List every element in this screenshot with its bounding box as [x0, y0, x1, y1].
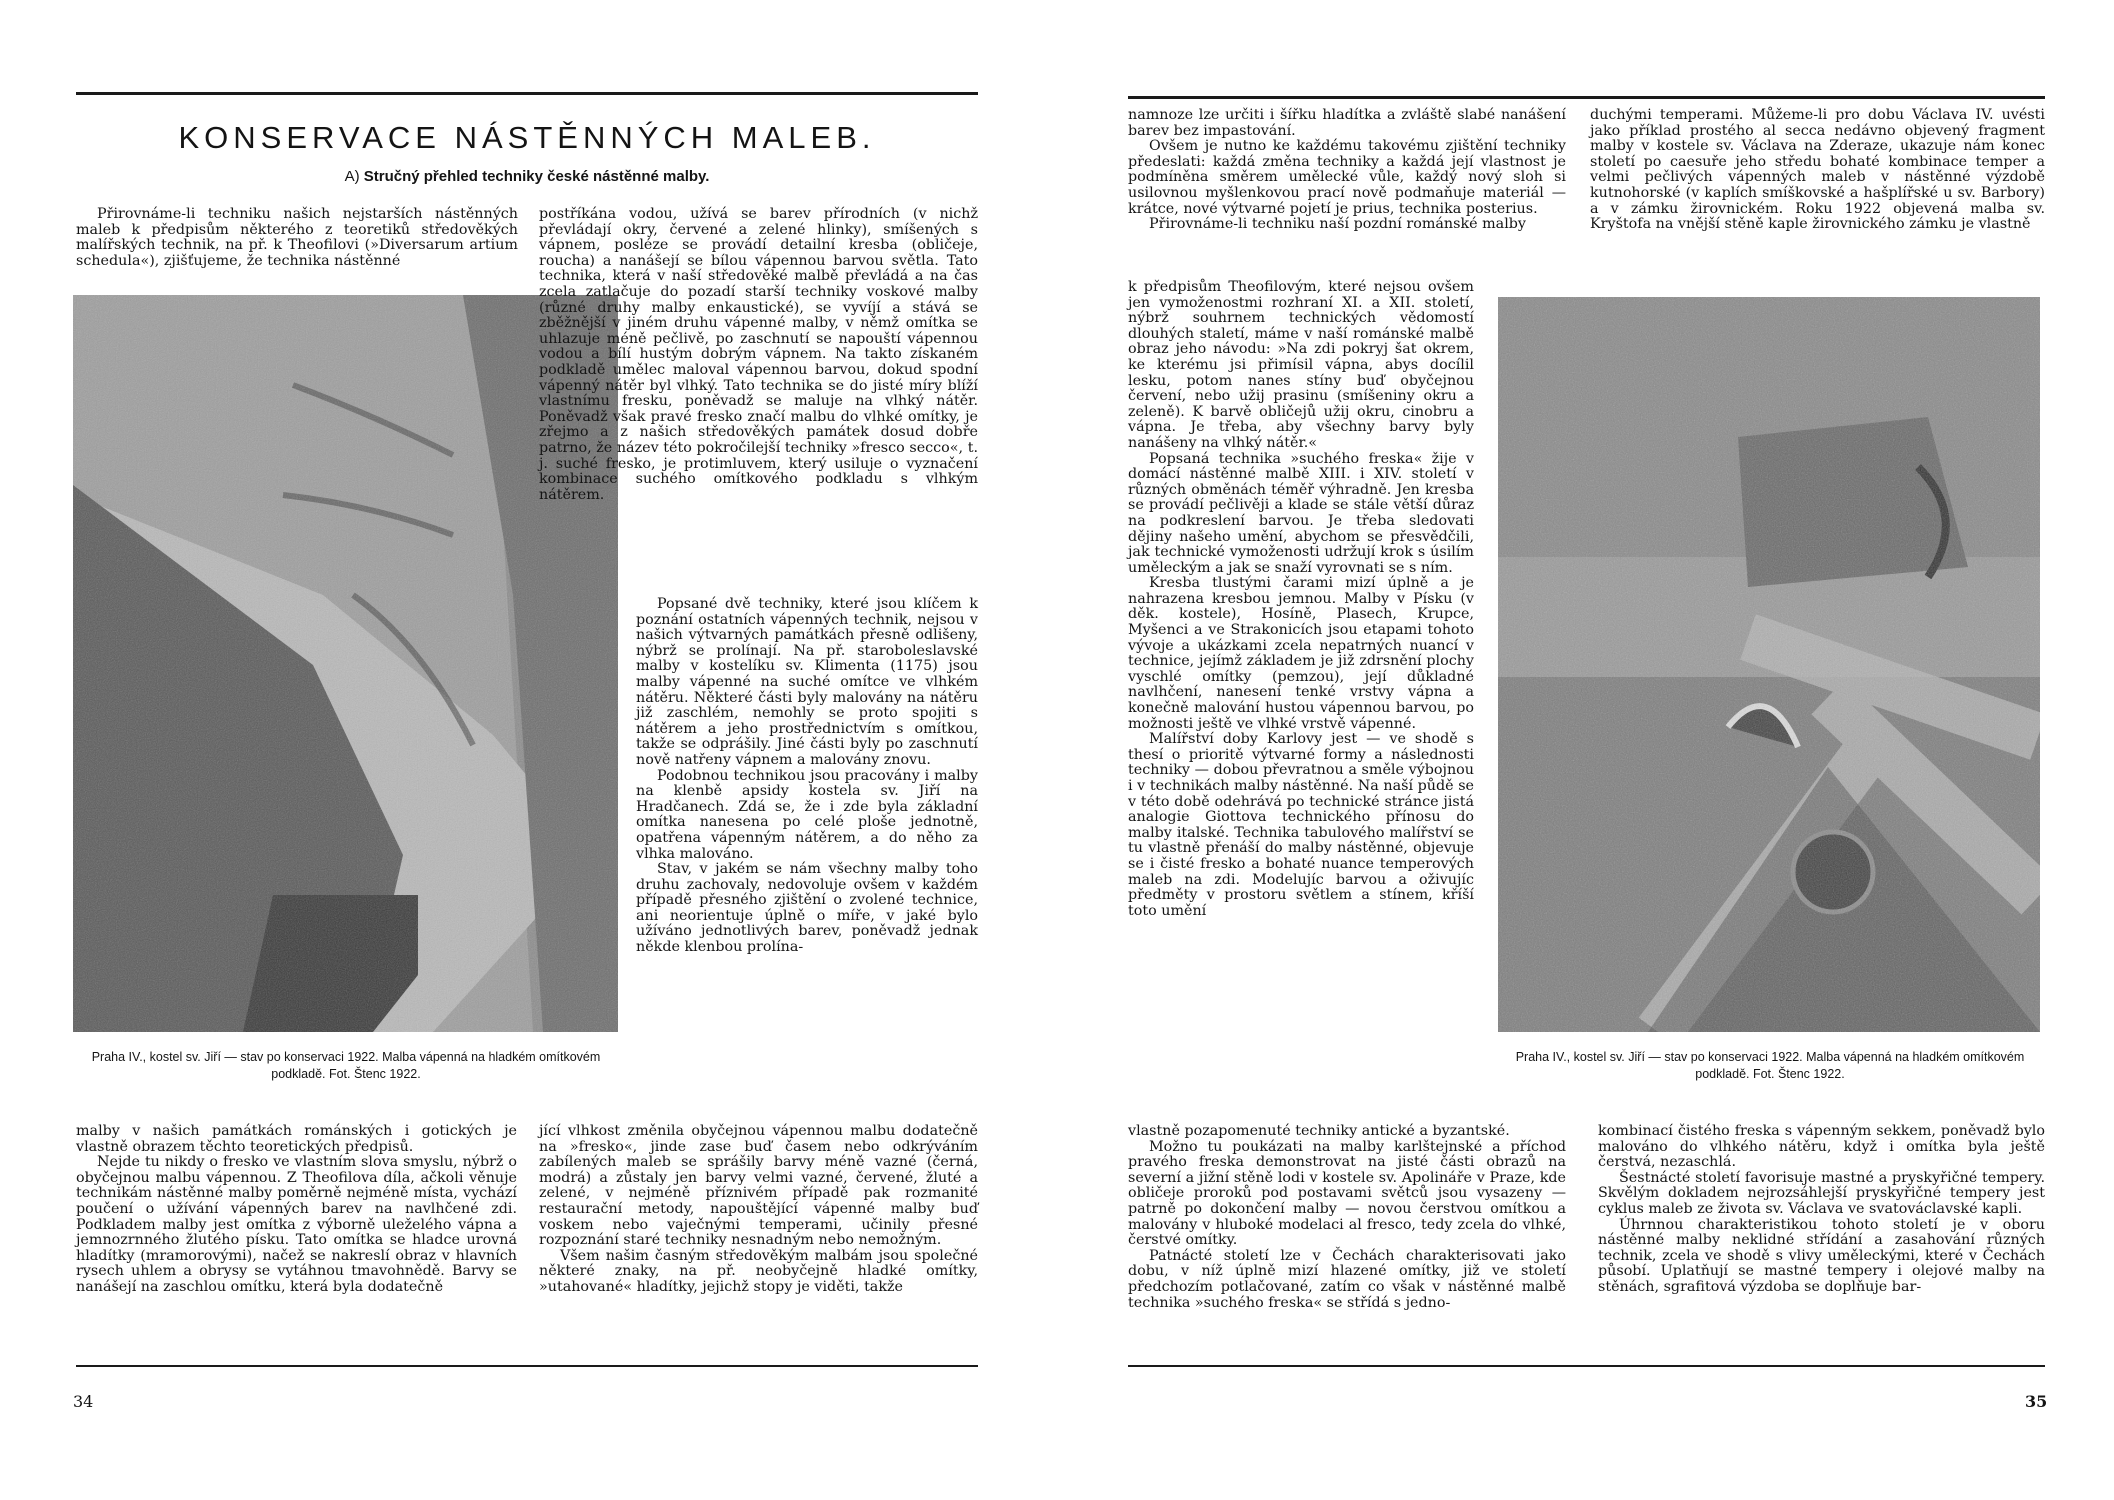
right-col1-bottom: [1128, 1124, 1566, 1311]
paragraph: Nejde tu nikdy o fresko ve vlastním slova smyslu, nýbrž o obyčejnou malbu vápennou. Z Theofilova díla, ačkoli věnuje technikám nástěnné malby poměrně nejméně místa, vychází poučení o užívání vápenných barev na navlhčené zdi. Podkladem malby jest omítka z výborně uleželého vápna a jemnozrnného žlutého písku. Tato omítka se hladce urovná hladítky (mramorovými), načež se nakreslí obraz v hlavních rysech uhlem a obrysy se vytáhnou tmavohnědě. Barvy se nanášejí na zaschlou omítku, která byla dodatečně: [76, 1154, 517, 1295]
photo-caption-left: Praha IV., kostel sv. Jiří — stav po konservaci 1922. Malba vápenná na hladkém omítkovém podkladě. Fot. Štenc 1922.: [91, 1050, 601, 1081]
fresco-image-icon: [1498, 297, 2040, 1032]
photo-fresco-right: [1498, 297, 2040, 1032]
paragraph: duchými temperami. Můžeme-li pro dobu Václava IV. uvésti jako příklad prostého al secca nedávno objevený fragment malby v kostele sv. Václava na Zderaze, ukazuje nám konec století po caesuře jeho středu bohaté kombinace temper a velmi pečlivých vápenných maleb v nástěnné výzdobě kutnohorské (v kaplích smíškovské a hašplířské u sv. Barbory) a v zámku žirovnickém. Roku 1922 objevená malba sv. Kryštofa na vnější stěně kaple žirovnického zámku je vlastně: [1590, 107, 2045, 233]
paragraph: Možno tu poukázati na malby karlštejnské a příchod pravého freska demonstrovat na jisté části obrazů na severní a jižní stěně lodi v kostele sv. Apolináře v Praze, kde obličeje proroků pod postavami světců jsou vysazeny — patrně po dokončení malby — novou čerstvou omítkou a malovány v hluboké modelaci al fresco, tedy zcela do vlhké, čerstvé omítky.: [1128, 1138, 1566, 1249]
bottom-rule: [1128, 1365, 2045, 1367]
right-col1-narrow: [1128, 280, 1474, 919]
photo-caption-right: Praha IV., kostel sv. Jiří — stav po konservaci 1922. Malba vápenná na hladkém omítkovém podkladě. Fot. Štenc 1922.: [1515, 1050, 2025, 1081]
paragraph: Kresba tlustými čarami mizí úplně a je nahrazena kresbou jemnou. Malby v Písku (v děk. kostele), Hosíně, Plasech, Krupce, Myšenci a ve Strakonicích jsou etapami tohoto vývoje a ukázkami zcela nepatrných nuancí v technice, jejímž základem je již zdrsnění plochy vyschlé omítky (pemzou), její důkladné navlhčení, nanesení tenké vrstvy vápna a konečně malování hustou vápennou barvou, po možnosti ještě ve vlhké vrstvě vápenné.: [1128, 575, 1474, 732]
paragraph: Šestnácté století favorisuje mastné a pryskyřičné tempery. Skvělým dokladem nejrozsáhlejší pryskyřičné tempery jest cyklus maleb ze života sv. Václava ve svatováclavské kapli.: [1598, 1169, 2045, 1217]
paragraph: Přirovnáme-li techniku našich nejstarších nástěnných maleb k předpisům některého z teoretiků středověkých malířských technik, na př. k Theofilovi (»Diversarum artium schedula«), zjišťujeme, že technika nástěnné: [76, 206, 518, 269]
paragraph: Popsané dvě techniky, které jsou klíčem k poznání ostatních vápenných technik, nejsou v našich výtvarných památkách přesně odlišeny, nýbrž se prolínají. Na př. staroboleslavské malby v kostelíku sv. Klimenta (1175) jsou malby vápenné na suché omítce ve vlhkém nátěru. Některé části byly malovány na nátěru již zaschlém, nemohly se proto spojiti s nátěrem a jeho prostřednictvím s omítkou, takže se odprášily. Jiné části byly po zaschnutí nově natřeny vápnem a malovány znovu.: [636, 596, 978, 768]
right-col1-top: [1128, 108, 1566, 233]
paragraph: kombinací čistého freska s vápenným sekkem, poněvadž bylo malováno do vlhkého nátěru, když i omítka byla ještě čerstvá, nezaschlá.: [1598, 1123, 2045, 1171]
paragraph: Podobnou technikou jsou pracovány i malby na klenbě apsidy kostela sv. Jiří na Hradčanech. Zdá se, že i zde byla základní omítka nanesena po celé ploše jednotně, opatřena vápenným nátěrem, a do něho za vlhka malováno.: [636, 767, 978, 862]
paragraph: k předpisům Theofilovým, které nejsou ovšem jen vymoženostmi rozhraní XI. a XII. století, nýbrž souhrnem technických vědomostí dlouhých staletí, máme v naší románské malbě obraz jeho návodu: »Na zdi pokryj šat okrem, ke kterému jsi přimísil vápna, abys docílil lesku, potom nanes stíny buď obyčejnou červení, nebo užij prasinu (smíšeniny okru a zeleně). K barvě obličejů užij okru, cinobru a vápna. Je třeba, aby všechny barvy byly nanášeny na vlhký nátěr.«: [1128, 279, 1474, 451]
paragraph: Úhrnnou charakteristikou tohoto století je v oboru nástěnné malby neklidné střídání a zasahování různých technik, zcela ve shodě s vlivy uměleckými, které v Čechách působí. Uplatňují se mastné tempery i olejové malby na stěnách, sgrafitová výzdoba se doplňuje bar-: [1598, 1216, 2045, 1295]
paragraph: Stav, v jakém se nám všechny malby toho druhu zachovaly, nedovoluje ovšem v každém případě přesného zjištění o zvolené technice, ani neorientuje úplně o míře, v jaké bylo užíváno jednotlivých barev, poněvadž jednak někde klenbou prolína-: [636, 861, 978, 956]
paragraph: Popsaná technika »suchého freska« žije v domácí nástěnné malbě XIII. i XIV. století v různých obměnách téměř výhradně. Jen kresba se provádí pečlivěji a klade se stále větší důraz na podkreslení barvou. Je třeba sledovati dějiny našeho umění, abychom se přesvědčili, jak technické vymoženosti udržují krok s úsilím uměleckým a jak se snaží vyrovnati se s ním.: [1128, 450, 1474, 576]
paragraph: Přirovnáme-li techniku naší pozdní románské malby: [1149, 216, 1527, 233]
paragraph: vlastně pozapomenuté techniky antické a byzantské.: [1128, 1123, 1510, 1139]
right-col2-bottom: [1598, 1124, 2045, 1296]
subtitle-prefix: A): [344, 168, 360, 185]
top-rule: [1128, 96, 2045, 99]
paragraph: Malířství doby Karlovy jest — ve shodě s thesí o prioritě výtvarné formy a následnosti techniky — dobou převratnou a směle výbojnou i v technikách malby nástěnné. Na naší půdě se v této době odehrává po technické stránce jistá analogie Giottova technického přínosu do malby italské. Technika tabulového malířství se tu vlastně přenáší do malby nástěnné, objevuje se i čisté fresko a bohaté nuance temperových maleb na zdi. Modelujíc barvou a oživujíc předměty v prostoru světlem a stínem, kříší toto umění: [1128, 731, 1474, 919]
right-col2-top: [1590, 108, 2045, 233]
paragraph: namnoze lze určiti i šířku hladítka a zvláště slabé nanášení barev bez impastování.: [1128, 107, 1566, 139]
page-number: 34: [73, 1392, 94, 1411]
paragraph: malby v našich památkách románských i gotických je vlastně obrazem těchto teoretických předpisů.: [76, 1123, 517, 1155]
paragraph: Patnácté století lze v Čechách charakterisovati jako dobu, v níž úplně mizí hlazené omítky, již ve století předchozím potlačované, zatím co však v nástěnné malbě technika »suchého freska« se střídá s jedno-: [1128, 1247, 1566, 1311]
page-number: 35: [2025, 1392, 2048, 1411]
paragraph: Ovšem je nutno ke každému takovému zjištění techniky předeslati: každá změna techniky a každá její vlastnost je podmíněna směrem umělecké vůle, každý nový sloh si usilovnou myšlenkovou prací nově podmaňuje materiál — krátce, nové výtvarné pojetí je prius, technika posterius.: [1128, 138, 1566, 217]
subtitle-text: Stručný přehled techniky české nástěnné malby.: [363, 168, 710, 185]
paragraph: postříkána vodou, užívá se barev přírodních (v nichž převládají okry, červené a zelené hlinky), smíšených s vápnem, posléze se provádí detailní kresba (obličeje, roucha) a nanášejí se bílou vápennou barvou světla. Tato technika, která v naší středověké malbě převládá a na čas zcela zatlačuje do pozadí starší techniky voskové malby (různé druhy malby enkaustické), se vyvíjí a stává se zběžnější v jiném druhu vápenné malby, v němž omítka se uhlazuje méně pečlivě, po zaschnutí se napouští vápennou vodou a bílí hustým dobrým vápnem. Na takto získaném podkladě umělec maloval vápennou barvou, dokud spodní vápenný nátěr byl vlhký. Tato technika se do jisté míry blíží vlastnímu fresku, poněvadž se maluje na vlhký nátěr. Poněvadž však pravé fresko značí malbu do vlhké omítky, je zřejmo a z našich středověkých památek dosud dobře patrno, že název této pokročilejší techniky »fresco secco«, t. j. suché fresko, je protimluvem, který usiluje o vyznačení kombinace suchého omítkového podkladu s vlhkým nátěrem.: [539, 206, 978, 503]
article-title: KONSERVACE NÁSTĚNNÝCH MALEB.: [178, 120, 876, 155]
paragraph: jící vlhkost změnila obyčejnou vápennou malbu dodatečně na »fresko«, jinde zase buď časem nebo odkrýváním zabílených maleb se sprášily barvy méně vazné (černá, modrá) a zůstaly jen barvy velmi vazné, červené, žluté a zelené, v nejméně příznivém případě pak rozmanité restaurační metody, napouštějící vápenné malby buď voskem nebo vaječnými temperami, učinily přesné rozpoznání staré techniky nesnadným nebo nemožným.: [539, 1123, 978, 1249]
paragraph: Všem našim časným středověkým malbám jsou společné některé znaky, na př. neobyčejně hladké omítky, »utahované« hladítky, jejichž stopy je viděti, takže: [539, 1247, 978, 1295]
